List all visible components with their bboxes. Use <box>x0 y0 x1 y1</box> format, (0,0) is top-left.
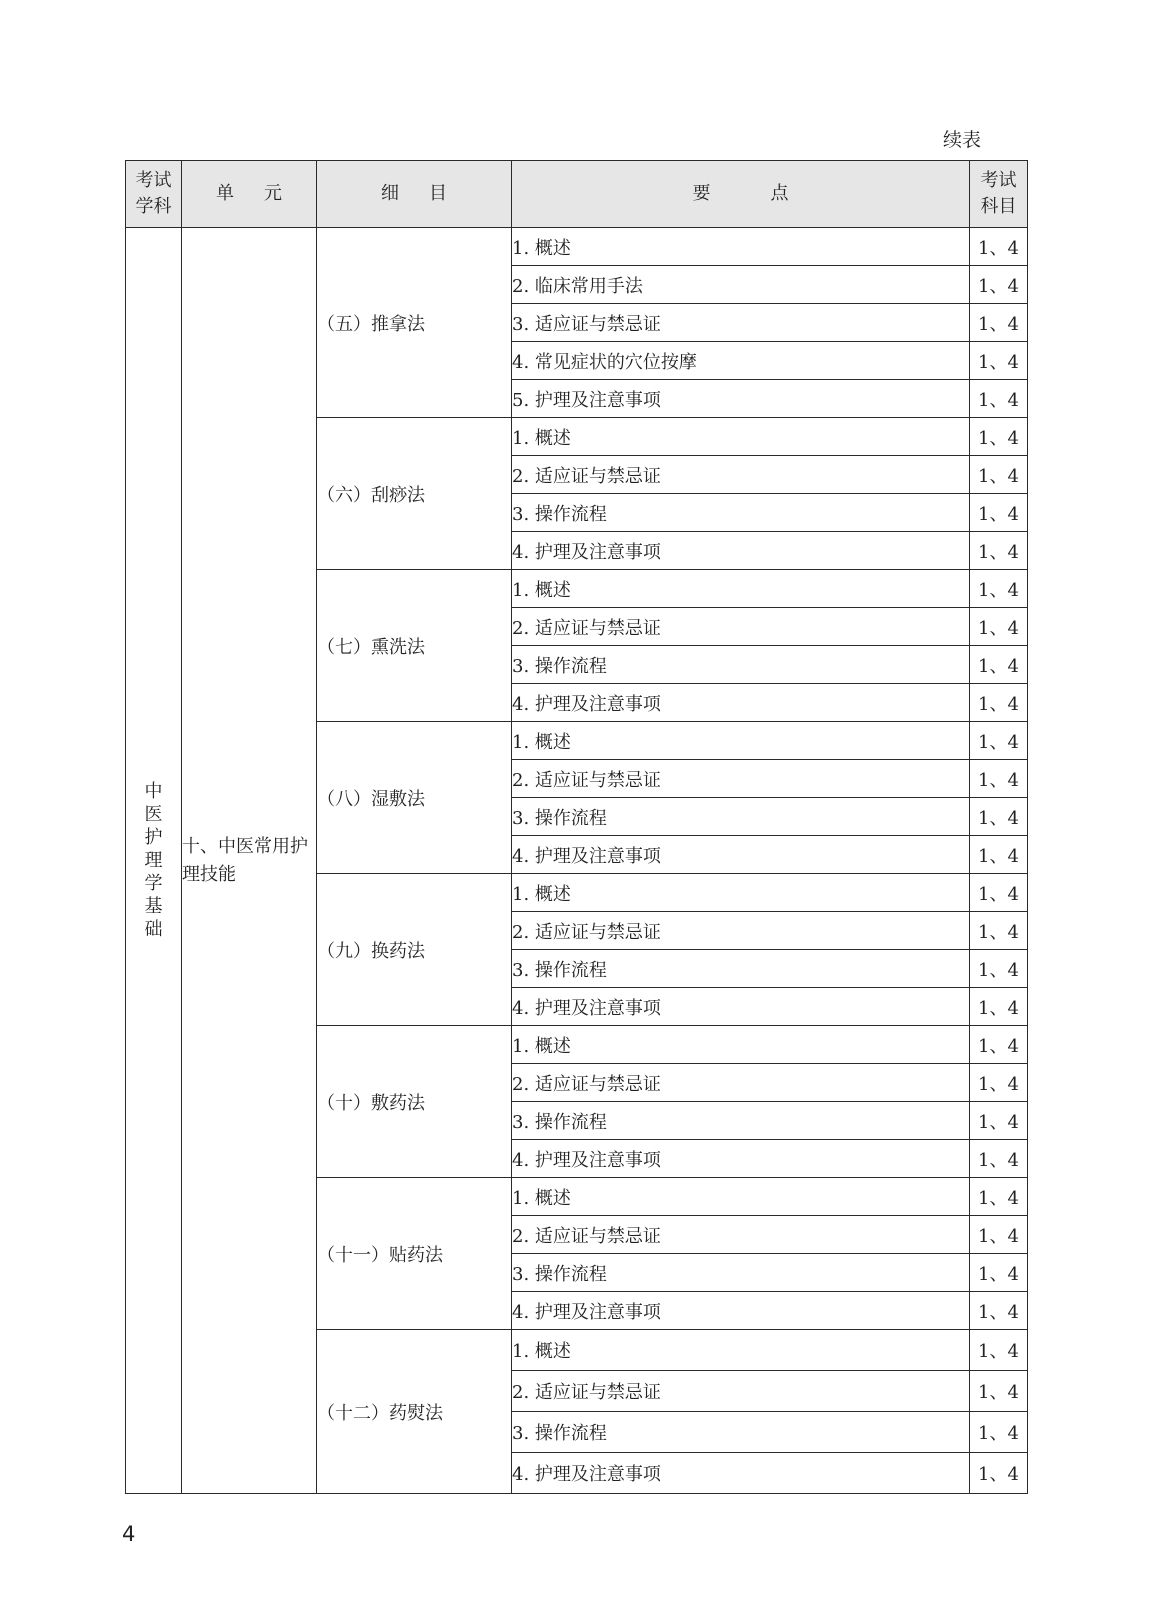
point-cell: 3. 操作流程 <box>512 950 970 988</box>
point-cell: 4. 护理及注意事项 <box>512 1140 970 1178</box>
point-cell: 1. 概述 <box>512 570 970 608</box>
level-cell: 1、4 <box>970 950 1028 988</box>
point-cell: 4. 护理及注意事项 <box>512 988 970 1026</box>
point-cell: 4. 护理及注意事项 <box>512 1292 970 1330</box>
level-cell: 1、4 <box>970 1216 1028 1254</box>
level-cell: 1、4 <box>970 1292 1028 1330</box>
point-cell: 2. 适应证与禁忌证 <box>512 1216 970 1254</box>
level-cell: 1、4 <box>970 456 1028 494</box>
point-cell: 4. 护理及注意事项 <box>512 836 970 874</box>
point-cell: 1. 概述 <box>512 1026 970 1064</box>
level-cell: 1、4 <box>970 304 1028 342</box>
level-cell: 1、4 <box>970 1140 1028 1178</box>
header-subject: 考试学科 <box>126 161 182 228</box>
point-cell: 2. 临床常用手法 <box>512 266 970 304</box>
header-unit: 单元 <box>182 161 317 228</box>
level-cell: 1、4 <box>970 532 1028 570</box>
level-cell: 1、4 <box>970 836 1028 874</box>
subject-cell: 中医护理学基础 <box>126 228 182 1494</box>
point-cell: 3. 操作流程 <box>512 1102 970 1140</box>
header-row <box>126 161 1028 228</box>
level-cell: 1、4 <box>970 608 1028 646</box>
point-cell: 1. 概述 <box>512 418 970 456</box>
point-cell: 3. 操作流程 <box>512 1254 970 1292</box>
item-cell: （七）熏洗法 <box>317 570 512 722</box>
unit-cell: 十、中医常用护理技能 <box>182 228 317 1494</box>
level-cell: 1、4 <box>970 1102 1028 1140</box>
continued-label: 续表 <box>942 129 981 151</box>
level-cell: 1、4 <box>970 1453 1028 1494</box>
item-cell: （八）湿敷法 <box>317 722 512 874</box>
level-cell: 1、4 <box>970 380 1028 418</box>
exam-outline-table <box>125 160 1028 1494</box>
header-points: 要点 <box>512 161 970 228</box>
point-cell: 1. 概述 <box>512 1330 970 1371</box>
level-cell: 1、4 <box>970 1371 1028 1412</box>
point-cell: 2. 适应证与禁忌证 <box>512 760 970 798</box>
level-cell: 1、4 <box>970 266 1028 304</box>
level-cell: 1、4 <box>970 1064 1028 1102</box>
level-cell: 1、4 <box>970 228 1028 266</box>
point-cell: 4. 护理及注意事项 <box>512 1453 970 1494</box>
table-body <box>126 228 1028 1494</box>
point-cell: 4. 护理及注意事项 <box>512 684 970 722</box>
item-cell: （六）刮痧法 <box>317 418 512 570</box>
level-cell: 1、4 <box>970 418 1028 456</box>
level-cell: 1、4 <box>970 912 1028 950</box>
point-cell: 2. 适应证与禁忌证 <box>512 456 970 494</box>
level-cell: 1、4 <box>970 1254 1028 1292</box>
level-cell: 1、4 <box>970 1330 1028 1371</box>
level-cell: 1、4 <box>970 646 1028 684</box>
point-cell: 5. 护理及注意事项 <box>512 380 970 418</box>
point-cell: 2. 适应证与禁忌证 <box>512 1064 970 1102</box>
point-cell: 3. 操作流程 <box>512 798 970 836</box>
item-cell: （十）敷药法 <box>317 1026 512 1178</box>
page-number: 4 <box>122 1522 136 1546</box>
item-cell: （十一）贴药法 <box>317 1178 512 1330</box>
point-cell: 1. 概述 <box>512 722 970 760</box>
item-cell: （十二）药熨法 <box>317 1330 512 1494</box>
level-cell: 1、4 <box>970 722 1028 760</box>
point-cell: 1. 概述 <box>512 228 970 266</box>
level-cell: 1、4 <box>970 570 1028 608</box>
point-cell: 4. 护理及注意事项 <box>512 532 970 570</box>
point-cell: 3. 操作流程 <box>512 646 970 684</box>
header-item: 细目 <box>317 161 512 228</box>
level-cell: 1、4 <box>970 874 1028 912</box>
level-cell: 1、4 <box>970 1412 1028 1453</box>
item-cell: （五）推拿法 <box>317 228 512 418</box>
point-cell: 3. 操作流程 <box>512 494 970 532</box>
level-cell: 1、4 <box>970 494 1028 532</box>
header-level: 考试科目 <box>970 161 1028 228</box>
level-cell: 1、4 <box>970 798 1028 836</box>
point-cell: 2. 适应证与禁忌证 <box>512 1371 970 1412</box>
point-cell: 1. 概述 <box>512 874 970 912</box>
point-cell: 2. 适应证与禁忌证 <box>512 608 970 646</box>
point-cell: 1. 概述 <box>512 1178 970 1216</box>
level-cell: 1、4 <box>970 988 1028 1026</box>
point-cell: 3. 操作流程 <box>512 1412 970 1453</box>
level-cell: 1、4 <box>970 342 1028 380</box>
point-cell: 3. 适应证与禁忌证 <box>512 304 970 342</box>
level-cell: 1、4 <box>970 1178 1028 1216</box>
level-cell: 1、4 <box>970 760 1028 798</box>
level-cell: 1、4 <box>970 1026 1028 1064</box>
level-cell: 1、4 <box>970 684 1028 722</box>
table-row <box>126 228 1028 266</box>
point-cell: 4. 常见症状的穴位按摩 <box>512 342 970 380</box>
item-cell: （九）换药法 <box>317 874 512 1026</box>
point-cell: 2. 适应证与禁忌证 <box>512 912 970 950</box>
